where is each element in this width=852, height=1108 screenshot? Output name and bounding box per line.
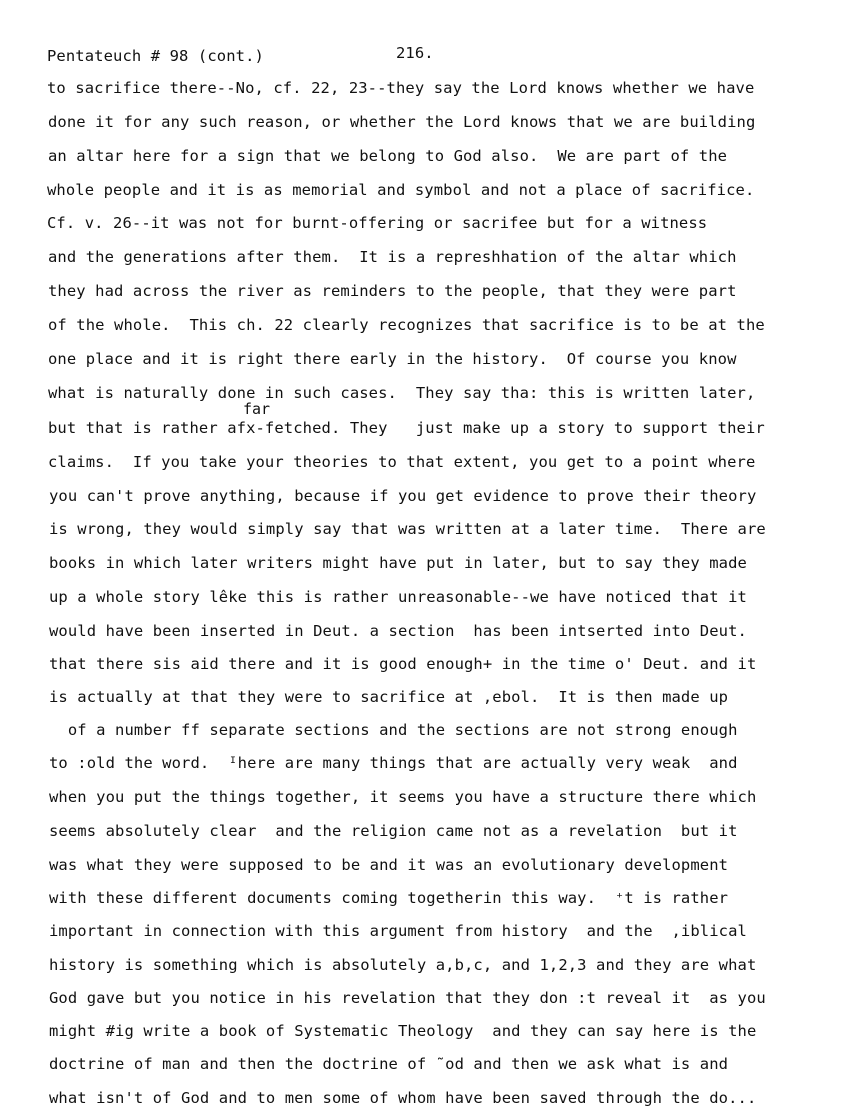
text-line: might #ig write a book of Systematic Theology and they can say here is the [49, 1022, 757, 1040]
text-line: that there sis aid there and it is good enough+ in the time o' Deut. and it [49, 655, 757, 673]
text-line: is wrong, they would simply say that was written at a later time. There are [49, 520, 766, 538]
handwritten-insertion: far [243, 400, 271, 418]
text-line: of the whole. This ch. 22 clearly recognizes that sacrifice is to be at the [48, 316, 765, 334]
page-number: 216. [396, 44, 434, 62]
text-line: of a number ff separate sections and the sections are not strong enough [49, 721, 738, 739]
text-line: but that is rather afx-fetched. They just make up a story to support their [48, 419, 765, 437]
text-line: and the generations after them. It is a represhhation of the altar which [48, 248, 737, 266]
text-line: God gave but you notice in his revelation that they don :t reveal it as you [49, 989, 766, 1007]
text-line: done it for any such reason, or whether the Lord knows that we are building [48, 113, 756, 131]
text-line: one place and it is right there early in the history. Of course you know [48, 350, 737, 368]
text-line: books in which later writers might have put in later, but to say they made [49, 554, 747, 572]
text-line: they had across the river as reminders to the people, that they were part [48, 282, 737, 300]
text-line: important in connection with this argument from history and the ,iblical [49, 922, 747, 940]
text-line: claims. If you take your theories to that extent, you get to a point where [48, 453, 756, 471]
text-line: to sacrifice there--No, cf. 22, 23--they say the Lord knows whether we have [47, 79, 755, 97]
text-line: what is naturally done in such cases. They say tha: this is written later, [48, 384, 756, 402]
text-line: is actually at that they were to sacrifice at ,ebol. It is then made up [49, 688, 729, 706]
text-line: to :old the word. ᴵhere are many things that are actually very weak and [49, 754, 738, 772]
text-line: would have been inserted in Deut. a section has been intserted into Deut. [49, 622, 747, 640]
text-line: what isn't of God and to men some of whom have been saved through the do... [49, 1089, 757, 1107]
text-line: doctrine of man and then the doctrine of ˜od and then we ask what is and [49, 1055, 729, 1073]
page-header-title: Pentateuch # 98 (cont.) [47, 47, 264, 65]
text-line: with these different documents coming togetherin this way. ⁺t is rather [49, 889, 729, 907]
text-line: seems absolutely clear and the religion came not as a revelation but it [49, 822, 738, 840]
text-line: you can't prove anything, because if you get evidence to prove their theory [49, 487, 757, 505]
text-line: history is something which is absolutely a,b,c, and 1,2,3 and they are what [49, 956, 757, 974]
text-line: an altar here for a sign that we belong to God also. We are part of the [48, 147, 728, 165]
text-line: was what they were supposed to be and it was an evolutionary development [49, 856, 729, 874]
text-line: Cf. v. 26--it was not for burnt-offering or sacrifee but for a witness [47, 214, 708, 232]
text-line: whole people and it is as memorial and symbol and not a place of sacrifice. [47, 181, 755, 199]
text-line: up a whole story lêke this is rather unreasonable--we have noticed that it [49, 588, 747, 606]
text-line: when you put the things together, it seems you have a structure there which [49, 788, 757, 806]
